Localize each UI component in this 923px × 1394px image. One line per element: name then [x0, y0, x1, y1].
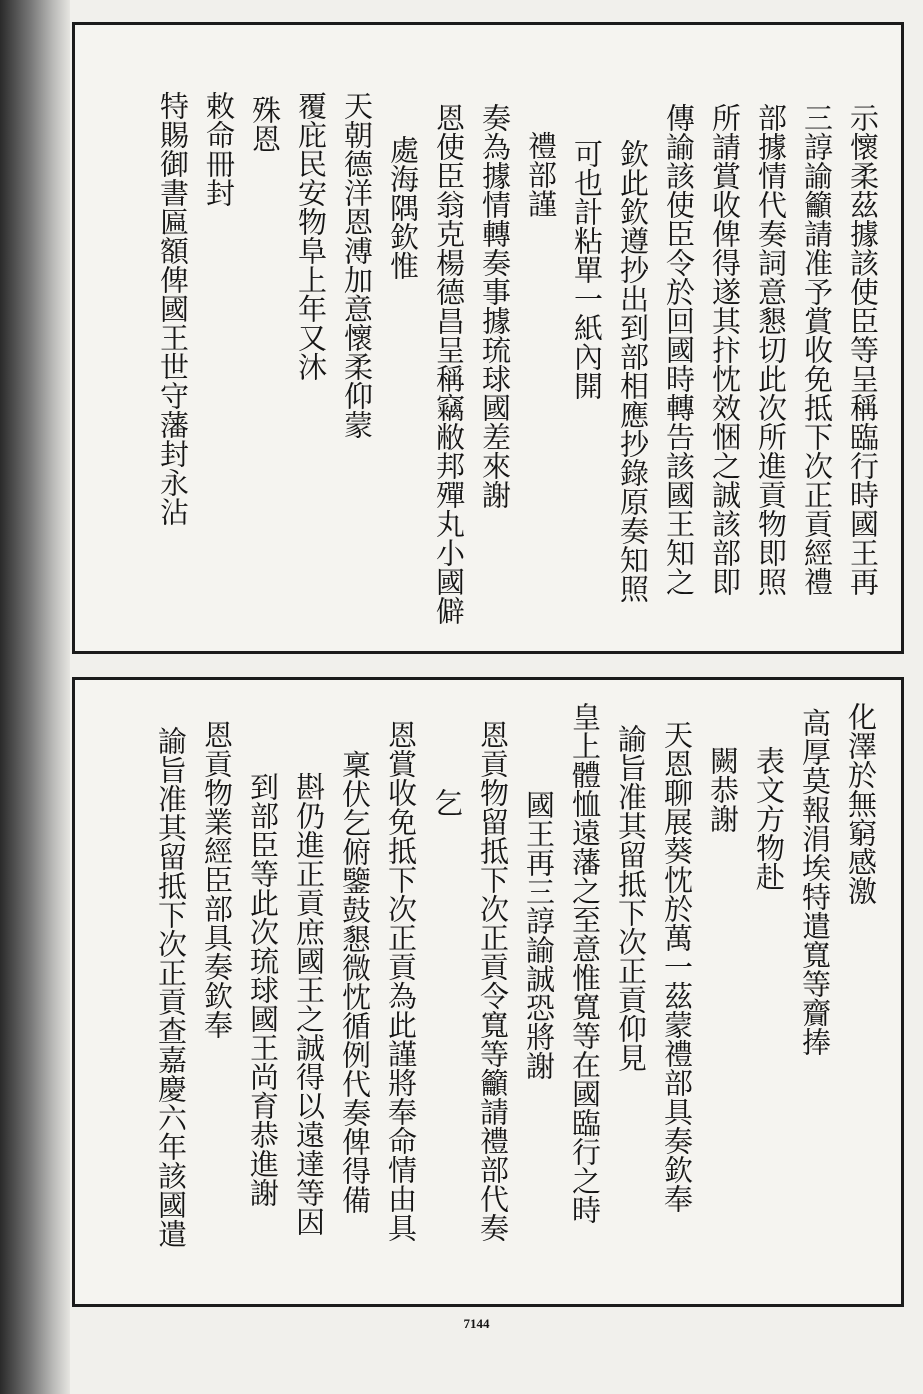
text-column: 天朝德洋恩溥加意懷柔仰蒙: [340, 91, 374, 439]
book-binding-shadow: [0, 0, 70, 1394]
text-column: 諭旨准其留抵下次正貢查嘉慶六年該國遣: [154, 726, 188, 1248]
text-column: 部據情代奏詞意懇切此次所進貢物即照: [754, 103, 788, 596]
bottom-text-panel: [72, 677, 904, 1307]
text-column: 到部臣等此次琉球國王尚育恭進謝: [246, 772, 280, 1207]
text-column: 三諄諭籲請准予賞收免抵下次正貢經禮: [800, 103, 834, 596]
text-column: 闕恭謝: [706, 746, 740, 833]
text-column: 傳諭該使臣令於回國時轉告該國王知之: [662, 103, 696, 596]
text-column: 乞: [430, 788, 464, 817]
text-column: 表文方物赴: [752, 746, 786, 891]
text-column: 示懷柔茲據該使臣等呈稱臨行時國王再: [846, 103, 880, 596]
text-column: 欽此欽遵抄出到部相應抄錄原奏知照: [616, 139, 650, 603]
page-number: 7144: [463, 1316, 490, 1331]
text-column: 所請賞收俾得遂其抃忱效悃之誠該部即: [708, 103, 742, 596]
text-column: 國王再三諄諭誠恐將謝: [522, 790, 556, 1080]
text-column: 殊恩: [248, 95, 282, 153]
text-column: 恩賞收免抵下次正貢為此謹將奉命情由具: [384, 720, 418, 1242]
text-column: 高厚莫報涓埃特遣寬等齎捧: [798, 708, 832, 1056]
text-column: 諭旨准其留抵下次正貢仰見: [614, 724, 648, 1072]
text-column: 處海隅欽惟: [386, 135, 420, 280]
text-column: 恩貢物留抵下次正貢令寬等籲請禮部代奏: [476, 720, 510, 1242]
text-column: 皇上體恤遠藩之至意惟寬等在國臨行之時: [568, 702, 602, 1224]
text-column: 覆庇民安物阜上年又沐: [294, 91, 328, 381]
text-column: 禮部謹: [524, 131, 558, 218]
text-column: 恩貢物業經臣部具奏欽奉: [200, 720, 234, 1039]
text-column: 恩使臣翁克楊德昌呈稱竊敝邦殫丸小國僻: [432, 103, 466, 625]
text-column: 稟伏乞俯鑒鼓懇微忱循例代奏俾得備: [338, 750, 372, 1214]
text-column: 斟仍進正貢庶國王之誠得以遠達等因: [292, 772, 326, 1236]
text-column: 天恩聊展葵忱於萬一茲蒙禮部具奏欽奉: [660, 720, 694, 1213]
text-column: 化澤於無窮感激: [844, 702, 878, 905]
text-column: 敕命冊封: [202, 91, 236, 207]
text-column: 可也計粘單一紙內開: [570, 139, 604, 400]
top-text-panel: [72, 22, 904, 654]
text-column: 特賜御書匾額俾國王世守藩封永沾: [156, 91, 190, 526]
text-column: 奏為據情轉奏事據琉球國差來謝: [478, 103, 512, 509]
